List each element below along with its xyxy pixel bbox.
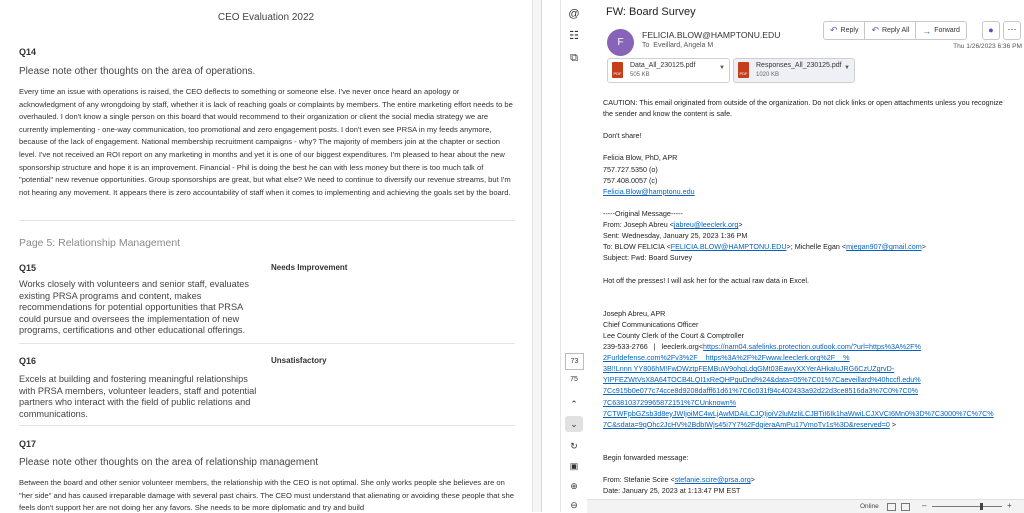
pane-scrollbar[interactable] [532,0,542,512]
more-options-icon[interactable]: ⋯ [1003,21,1021,40]
reply-button[interactable] [824,22,865,39]
q16-description: Excels at building and fostering meaningful relationships with PRSA members, volunteer leaders, staff and potential partners who interact with the field of public relations and communications. [19,374,257,419]
to-label: To [642,42,650,49]
signature-phone: 757.408.0057 (c) [603,175,658,185]
attachment-name: Responses_All_230125.pdf [756,62,842,69]
copy-icon[interactable]: ⧉ [570,52,578,64]
pdf-icon: PDF [612,62,623,78]
q17-answer: Between the board and other senior volunteer members, the relationship with the CEO is not optimal. She only works people she believes are on "her side" and has caused irreparable damage with several past chairs. The CEO must understand that alienating or avoiding these people that she feels don't support her are not doing her any favors. She needs to be more diplomatic and try and build [19,478,514,512]
forwarded-header: Begin forwarded message: [603,453,689,462]
signature-email-link[interactable]: Felicia.Blow@hamptonu.edu [603,186,695,196]
attachment-2[interactable] [733,58,855,83]
section-divider [19,220,515,221]
forward-icon: → [922,25,932,36]
page-number-input[interactable]: 73 [565,353,584,370]
q15-description: Works closely with volunteers and senior staff, evaluates existing PRSA programs and content, makes recommendations for potential opportunities that PRSA could pursue and oversees the implementation of new programs, certifications and other educational offerings. [19,279,249,336]
orig-subject: Subject: Fwd: Board Survey [603,253,693,263]
fwd-from-link[interactable]: stefanie.scire@prsa.org [674,475,751,485]
signature-title: Chief Communications Officer [603,319,699,329]
orig-sent: Sent: Wednesday, January 25, 2023 1:36 PM [603,231,748,241]
q16-rating: Unsatisfactory [271,356,327,365]
safelink[interactable]: 7C&sdata=9qOhc2JcHV%2BdbIWjs45i7Y7%2FdgieraAmPu17VmoTv1s%3D&reserved=0 [603,419,890,429]
q14-answer: Every time an issue with operations is raised, the CEO deflects to something or someone else. I've never once heard an apology or acknowledgment of any wrongdoing by staff, whether it is lack of reaching goals or complaints by members. The entire marketing effort needs to be overhauled. I don't know a single person on this board that would recommend to their organization or client the social media strategy we are currently implementing - one-way communication, too promotional and zero engagement posts. I don't even see PRSA in my feeds anymore, because of the lack of engagement. National membership recruitment campaigns - why? The majority of members join at the chapter or section level. I've not received an ROI report on any marketing in months and yet it is one of our biggest expenditures. I'm pleased to hear about the new sponsorship structure and hope it is an improvement. Financial - Phil is doing the best he can with less money but there is too much talk of "potential" new revenue opportunities. Group sponsorships are great, but what else? We need to continue to diversify our revenue streams, but I'm not hearing any movement. It appears there is zero accountability of staff when it comes to implementing and achieving the goals set by the board. [19,87,513,197]
attachment-size: 1020 KB [756,72,780,78]
signature-site: leeclerk.org< [661,342,703,352]
reply-all-button[interactable] [865,22,916,39]
chevron-down-icon[interactable]: ▼ [844,65,850,71]
zoom-out-icon[interactable]: ⊖ [570,500,578,510]
signature-org: Lee County Clerk of the Court & Comptroller [603,330,745,340]
chevron-down-icon[interactable]: ⌄ [565,416,583,432]
question-divider [19,425,515,426]
attachment-size: 505 KB [630,72,650,78]
safelink[interactable]: 7C638103729965872151%7CUnknown% [603,397,737,407]
teams-icon[interactable]: ● [982,21,1000,40]
safelink[interactable]: 7CTWFpbGZsb3d8eyJWIjoiMC4wLjAwMDAiLCJQIjoiV2luMzIiLCJBTiI6Ik1haWwiLCJXVCI6Mn0%3D%7C3000%7C%7C% [603,408,994,418]
orig-to: To: BLOW FELICIA <FELICIA.BLOW@HAMPTONU.EDU>; Michelle Egan <mjegan907@gmail.com> [603,242,926,252]
q14-prompt: Please note other thoughts on the area of operations. [19,66,256,77]
reply-label: Reply [840,27,859,34]
email-subject: FW: Board Survey [606,6,696,18]
reply-icon: ↶ [830,25,838,35]
q17-number: Q17 [19,439,37,449]
orig-from: From: Joseph Abreu <jabreu@leeclerk.org> [603,220,743,230]
recipient-line [642,42,713,49]
online-status: Online [860,503,879,510]
sender-address[interactable]: FELICIA.BLOW@HAMPTONU.EDU [642,30,781,40]
attachment-name: Data_All_230125.pdf [630,62,696,69]
q14-number: Q14 [19,47,37,57]
reply-all-label: Reply All [882,27,910,34]
zoom-in-icon[interactable]: + [1007,501,1012,510]
avatar[interactable]: F [607,29,634,56]
action-button-group [823,21,967,40]
at-icon[interactable]: @ [568,8,580,20]
safelink[interactable]: 7Cc915b0e077c74cce8d9208dafff61d61%7C6c031f94c402433a92d22d3ce8516da3%7C0%7C0% [603,386,919,396]
forward-button[interactable] [916,22,966,39]
viewer-toolbar [560,0,588,512]
pdf-icon: PDF [738,62,749,78]
forward-label: Forward [934,27,960,34]
fit-page-icon[interactable]: ▣ [569,461,579,471]
original-message-header: -----Original Message----- [603,208,683,218]
q16-number: Q16 [19,356,37,366]
signature-name: Joseph Abreu, APR [603,308,666,318]
document-title: CEO Evaluation 2022 [217,12,315,23]
page-total: 75 [570,376,578,383]
orig-message: Hot off the presses! I will ask her for the actual raw data in Excel. [603,275,810,285]
zoom-out-icon[interactable]: – [922,501,927,510]
safelink[interactable]: YIPFEZWtVsX8A64TOCB4LQI1xReQHPguDnd%24&data=05%7C01%7Caeveillard%40hccfl.edu% [603,375,921,385]
rotate-icon[interactable]: ↻ [570,441,578,451]
caution-banner: CAUTION: This email originated from outside of the organization. Do not click links or open attachments unless you recognize the sender and know the content is safe. [603,98,1003,119]
email-reading-pane [587,0,1024,512]
status-bar [587,499,1024,513]
q15-number: Q15 [19,263,37,273]
email-body: CAUTION: This email originated from outside of the organization. Do not click links or open attachments unless you recognize the sender and know the content is safe. Don't share! Felicia Blow, PhD, APR 757.727.5350 (o) 757.408.0057 (c) Felicia.Blow@hamptonu.edu -----Original Message----- From: Joseph Abreu <jabreu@leeclerk.org> Sent: Wednesday, January 25, 2023 1:36 PM To: BLOW FELICIA <FELICIA.BLOW@HAMPTONU.EDU>; Michelle Egan <mjegan907@gmail.com> Subject: Fwd: Board Survey Hot off the presses! I will ask her for the actual raw data in Excel. Joseph Abreu, APR Chief Communications Officer Lee County Clerk of the Court & Comptroller 239-533-2766 | leeclerk.org<https://nam04.safelinks.protection.outlook.com/?url=https%3A%2F% 2Furldefense.com%2Fv3%2F__https%3A%2F%2Fwww.leeclerk.org%2F__% 3B!!Lnnn YY806hM!FwDWztpFEMBuW9ohqLdqGMt03EawyXXYerAHkaIuJRG6CzUZgrvD- YIPFEZWtVsX8A64TOCB4LQI1xReQHPguDnd%24&data=05%7C01%7Caeveillard%40hccfl.edu% 7Cc915b0e077c74cce8d9208dafff61d61%7C6c031f94c402433a92d22d3ce8516da3%7C0%7C0% 7C638103729965872151%7CUnknown% 7CTWFpbGZsb3d8eyJWIjoiMC4wLjAwMDAiLCJQIjoiV2luMzIiLCJBTiI6Ik1haWwiLCJXVCI6Mn0%3D%7C3000%7C%7C% 7C&sdata=9qOhc2JcHV%2BdbIWjs45i7Y7%2FdgieraAmPu17VmoTv1s%3D&reserved=0 > Begin forwarded message: From: Stefanie Scire <stefanie.scire@prsa.org> Date: January 25, 2023 at 1:13:47 PM EST [603,97,1013,496]
page-5-heading: Page 5: Relationship Management [19,237,181,249]
safelink[interactable]: https://nam04.safelinks.protection.outlook.com/?url=https%3A%2F% [703,342,921,352]
signature-name: Felicia Blow, PhD, APR [603,153,678,163]
orig-from-link[interactable]: jabreu@leeclerk.org [673,220,739,230]
question-divider [19,343,515,344]
zoom-slider-thumb[interactable] [980,503,983,510]
email-date: Thu 1/26/2023 6:36 PM [953,43,1022,50]
chevron-down-icon[interactable]: ▼ [719,65,725,71]
reading-view-icon[interactable] [901,503,910,511]
reply-all-icon: ↶ [871,25,879,35]
q17-prompt: Please note other thoughts on the area of relationship management [19,457,319,468]
recipient-name[interactable]: Eveillard, Angela M [653,42,714,49]
body-line: Don't share! [603,131,642,141]
zoom-slider[interactable] [932,506,1002,507]
fwd-date: Date: January 25, 2023 at 1:13:47 PM EST [603,486,741,496]
fwd-from: From: Stefanie Scire <stefanie.scire@prsa.org> [603,475,755,485]
signature-phone: 239-533-2766 [603,342,648,352]
normal-view-icon[interactable] [887,503,896,511]
safelink[interactable]: 2Furldefense.com%2Fv3%2F__https%3A%2F%2Fwww.leeclerk.org%2F__% [603,353,850,363]
safelink[interactable]: 3B!!Lnnn YY806hM!FwDWztpFEMBuW9ohqLdqGMt03EawyXXYerAHkaIuJRG6CzUZgrvD- [603,364,895,374]
attachment-1[interactable] [607,58,730,83]
orig-to-link[interactable]: mjegan907@gmail.com [846,242,922,252]
bookmark-icon[interactable]: ☷ [569,30,579,42]
signature-phone: 757.727.5350 (o) [603,164,658,174]
chevron-up-icon[interactable]: ⌃ [570,399,578,409]
zoom-in-icon[interactable]: ⊕ [570,481,578,491]
q15-rating: Needs Improvement [271,263,348,272]
orig-to-link[interactable]: FELICIA.BLOW@HAMPTONU.EDU [670,242,787,252]
